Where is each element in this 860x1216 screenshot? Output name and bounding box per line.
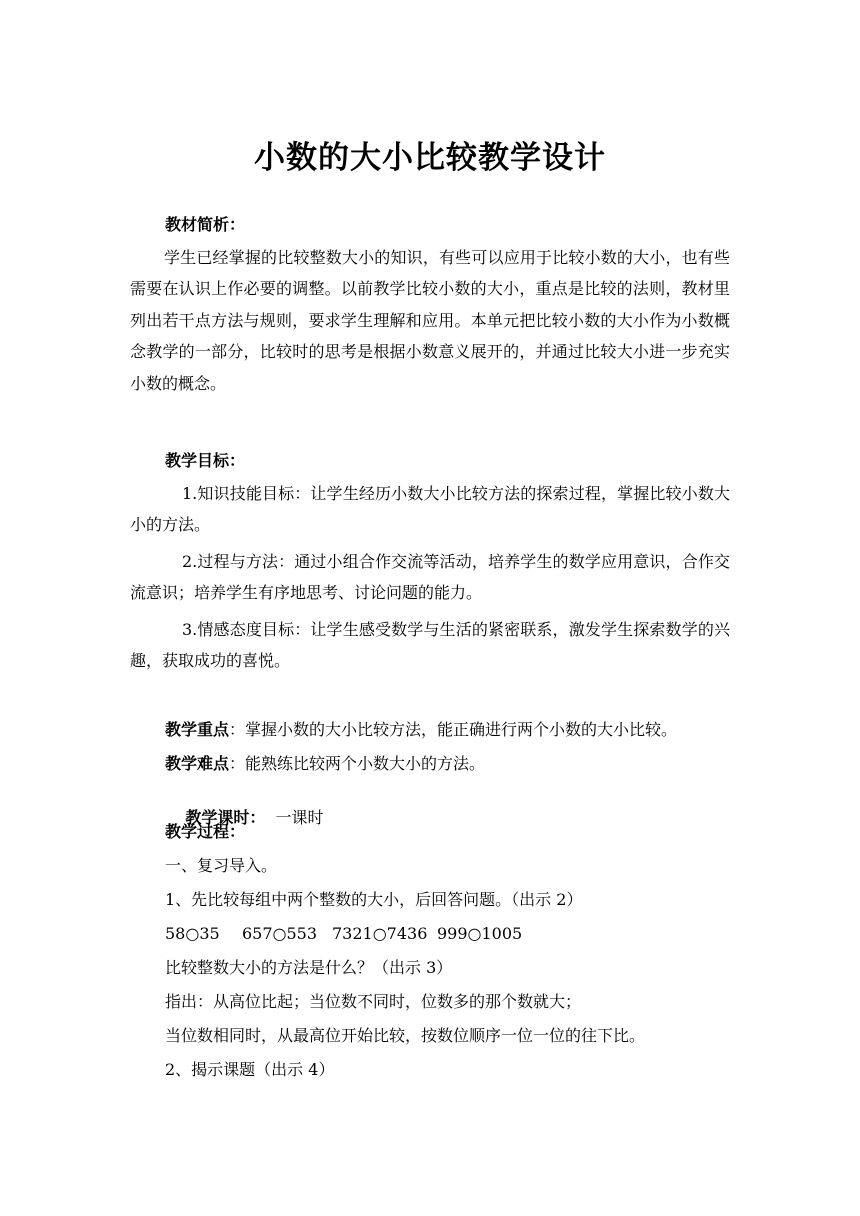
rule-point-1: 指出：从高位比起；当位数不同时，位数多的那个数就大； [165, 992, 582, 1011]
review-question: 比较整数大小的方法是什么？（出示 3） [165, 958, 453, 977]
teaching-key-point [165, 720, 677, 740]
goal-2: 2.过程与方法：通过小组合作交流等活动，培养学生的数学应用意识，合作交流意识；培养学生有序地思考、讨论问题的能力。 [130, 552, 730, 603]
goals-heading: 教学目标： [165, 451, 246, 470]
teaching-key-text: ：掌握小数的大小比较方法，能正确进行两个小数的大小比较。 [229, 720, 678, 739]
step-1-review: 一、复习导入。 [165, 856, 278, 875]
teaching-difficulty-text: ：能熟练比较两个小数大小的方法。 [229, 754, 486, 773]
teaching-key-label: 教学重点 [165, 720, 230, 739]
step-1-item-2: 2、揭示课题（出示 4） [165, 1060, 335, 1079]
analysis-heading: 教材简析： [165, 215, 246, 234]
goal-3: 3.情感态度目标：让学生感受数学与生活的紧密联系，激发学生探索数学的兴趣，获取成功的喜悦。 [130, 620, 730, 671]
compare-item: 657○553 [242, 924, 318, 943]
analysis-paragraph: 学生已经掌握的比较整数大小的知识，有些可以应用于比较小数的大小，也有些需要在认识上作必要的调整。以前教学比较小数的大小，重点是比较的法则，教材里列出若干点方法与规则，要求学生理解和应用。本单元把比较小数的大小作为小数概念教学的一部分，比较时的思考是根据小数意义展开的，并通过比较大小进一步充实小数的概念。 [130, 248, 730, 393]
teaching-process-heading: 教学过程： [165, 822, 246, 841]
teaching-hours-text: 一课时 [265, 808, 324, 827]
teaching-difficulty-label: 教学难点 [165, 754, 230, 773]
teaching-difficulty [165, 754, 485, 774]
teaching-hours-label: 教学课时： [185, 808, 266, 827]
goal-1: 1.知识技能目标：让学生经历小数大小比较方法的探索过程，掌握比较小数大小的方法。 [130, 484, 730, 535]
compare-item: 999○1005 [437, 924, 523, 943]
rule-point-2: 当位数相同时，从最高位开始比较，按数位顺序一位一位的往下比。 [165, 1026, 646, 1045]
page-title: 小数的大小比较教学设计 [254, 140, 606, 176]
compare-exercise-row [165, 924, 522, 944]
compare-item: 7321○7436 [332, 924, 428, 943]
step-1-item-1: 1、先比较每组中两个整数的大小，后回答问题。（出示 2） [165, 890, 583, 909]
compare-item: 58○35 [165, 924, 220, 943]
